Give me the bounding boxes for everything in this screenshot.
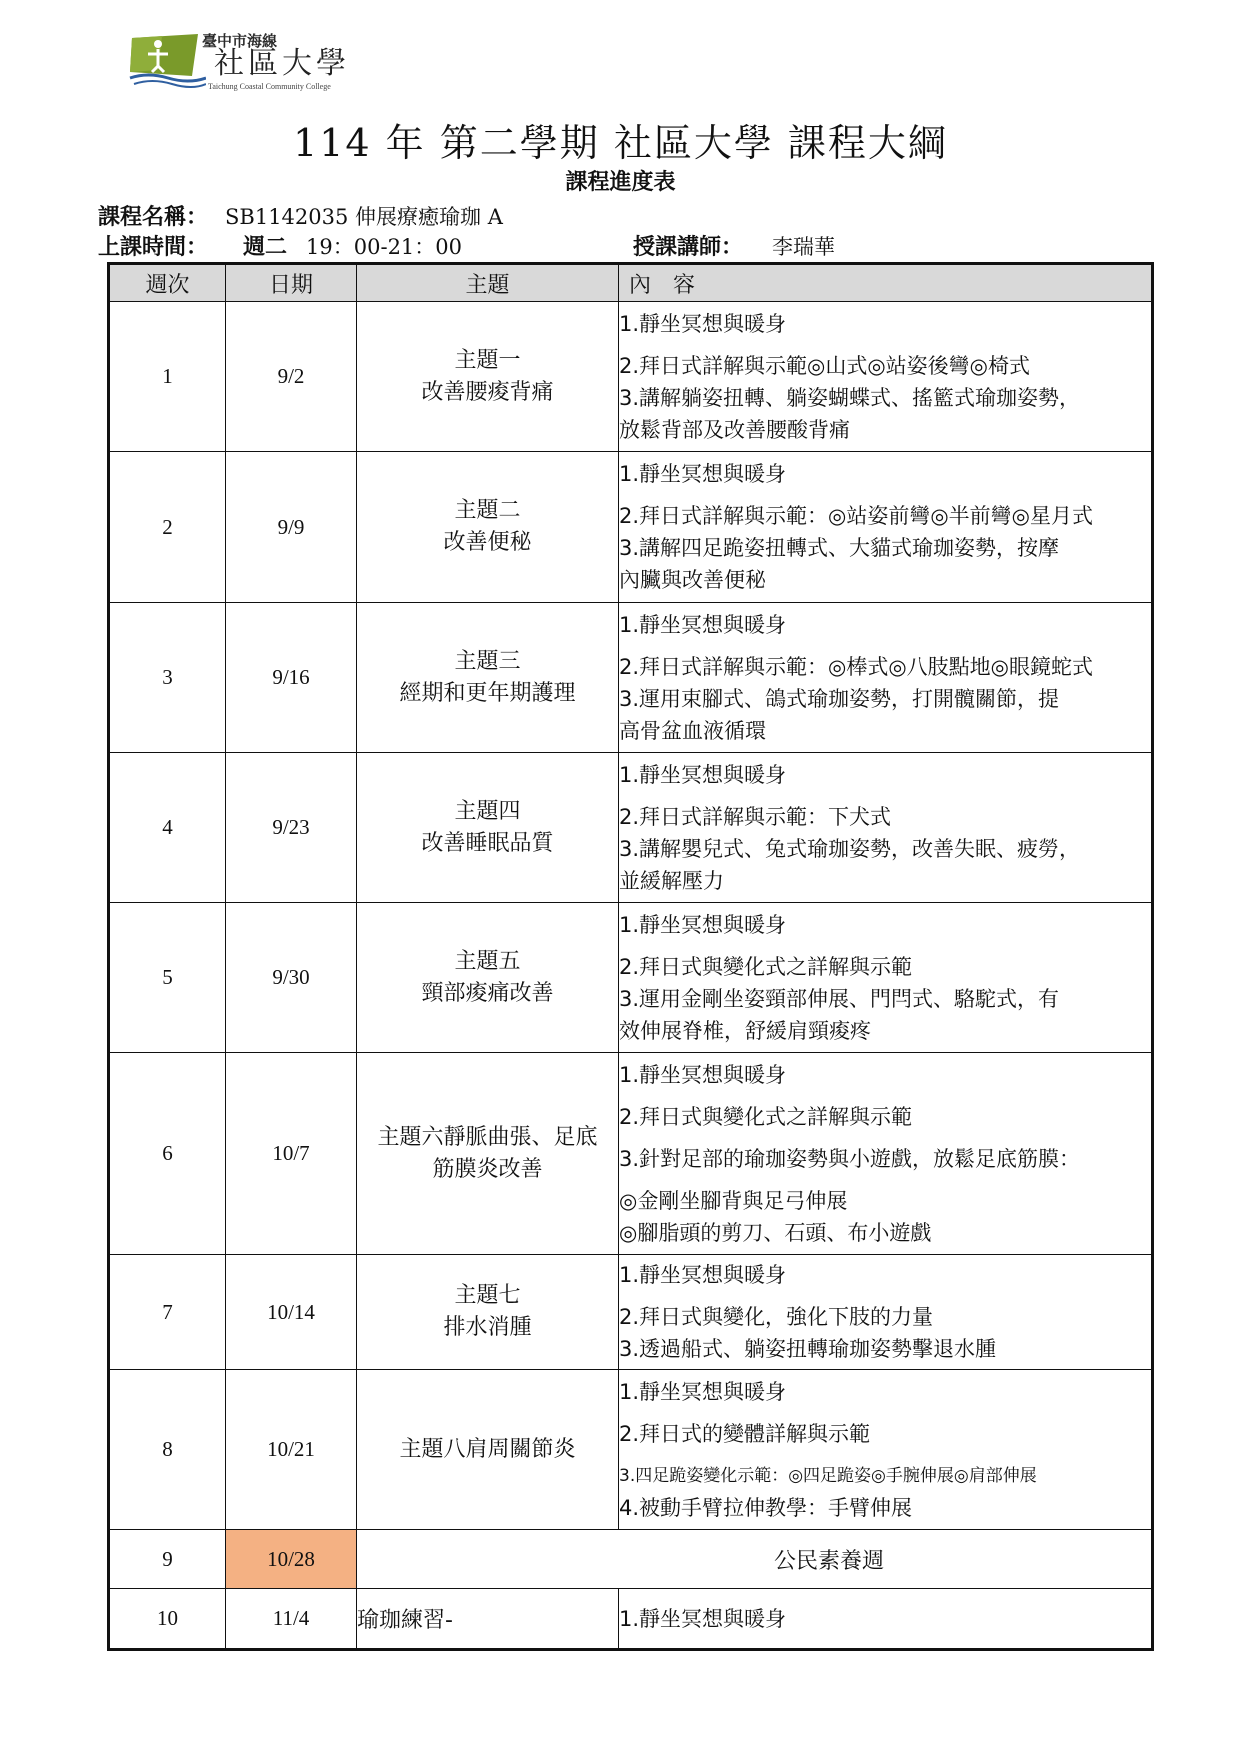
content-cell (619, 452, 1153, 603)
course-time-label: 上課時間： (98, 235, 209, 260)
logo-mark-icon (128, 32, 206, 88)
course-day-value: 週二 (243, 235, 288, 260)
content-line: 3.講解嬰兒式、兔式瑜珈姿勢，改善失眠、疲勞， (619, 836, 1081, 861)
content-line: 4.被動手臂拉伸教學：手臂伸展 (619, 1495, 913, 1520)
content-line: 3.四足跪姿變化示範：◎四足跪姿◎手腕伸展◎肩部伸展 (619, 1465, 1037, 1486)
table-row (109, 1589, 1153, 1650)
content-line: 1.靜坐冥想與暖身 (619, 912, 787, 937)
table-row (109, 452, 1153, 603)
topic-cell (357, 302, 619, 452)
topic-line: 主題一 (454, 347, 521, 373)
content-line: 1.靜坐冥想與暖身 (619, 612, 787, 637)
content-cell (619, 753, 1153, 903)
content-line: 2.拜日式與變化式之詳解與示範 (619, 1104, 913, 1129)
logo-name-text: 社區大學 (214, 46, 350, 81)
topic-line: 筋膜炎改善 (432, 1156, 543, 1182)
content-line: 2.拜日式詳解與示範：◎站姿前彎◎半前彎◎星月式 (619, 504, 1094, 528)
page-title: 114 年 第二學期 社區大學 課程大綱 (293, 121, 948, 165)
content-line: 2.拜日式詳解與示範：◎棒式◎八肢點地◎眼鏡蛇式 (619, 654, 1094, 679)
content-line: ◎金剛坐腳背與足弓伸展 (619, 1188, 848, 1213)
content-line: 3.針對足部的瑜珈姿勢與小遊戲，放鬆足底筋膜： (619, 1146, 1081, 1171)
table-header-row (109, 264, 1153, 302)
topic-line: 主題八肩周關節炎 (399, 1436, 576, 1462)
content-line: 3.運用金剛坐姿頸部伸展、門閂式、駱駝式，有 (619, 986, 1060, 1011)
logo-english-text: Taichung Coastal Community College (208, 82, 331, 91)
teacher-value: 李瑞華 (772, 235, 836, 259)
topic-cell (357, 1255, 619, 1370)
content-line: 放鬆背部及改善腰酸背痛 (619, 417, 850, 442)
course-name-label: 課程名稱： (98, 205, 209, 230)
teacher-line (633, 230, 835, 261)
content-line: 2.拜日式詳解與示範◎山式◎站姿後彎◎椅式 (619, 353, 1031, 378)
topic-line: 頸部痠痛改善 (421, 980, 554, 1006)
week-cell: 4 (109, 753, 226, 903)
header-topic: 主題 (357, 264, 619, 302)
content-line: 1.靜坐冥想與暖身 (619, 311, 787, 336)
civic-week-cell: 公民素養週 (357, 1530, 1153, 1589)
topic-line: 改善便秘 (443, 530, 532, 555)
page-subtitle: 課程進度表 (565, 170, 676, 195)
date-cell: 9/23 (226, 753, 357, 903)
date-cell: 9/2 (226, 302, 357, 452)
content-line: 內臟與改善便秘 (619, 568, 766, 592)
week-cell: 2 (109, 452, 226, 603)
week-cell: 9 (109, 1530, 226, 1589)
table-row (109, 903, 1153, 1053)
week-cell: 8 (109, 1370, 226, 1530)
week-cell: 6 (109, 1053, 226, 1255)
content-cell (619, 1370, 1153, 1530)
topic-cell (357, 1370, 619, 1530)
header-date: 日期 (226, 264, 357, 302)
content-cell (619, 1255, 1153, 1370)
week-cell: 5 (109, 903, 226, 1053)
content-line: ◎腳脂頭的剪刀、石頭、布小遊戲 (619, 1220, 932, 1245)
week-cell: 10 (109, 1589, 226, 1650)
course-time-value: 19：00-21：00 (306, 235, 463, 259)
content-line: 2.拜日式的變體詳解與示範 (619, 1421, 871, 1446)
content-line: 2.拜日式詳解與示範：下犬式 (619, 804, 892, 829)
date-cell-highlighted: 10/28 (226, 1530, 357, 1589)
content-line: 3.運用束腳式、鴿式瑜珈姿勢，打開髖關節，提 (619, 686, 1060, 711)
logo-top-text: 臺中市海線 (202, 32, 278, 50)
content-line: 3.講解四足跪姿扭轉式、大貓式瑜珈姿勢，按摩 (619, 536, 1060, 560)
table-row (109, 1530, 1153, 1589)
week-cell: 7 (109, 1255, 226, 1370)
topic-cell (357, 452, 619, 603)
topic-line: 主題六靜脈曲張、足底 (377, 1124, 598, 1150)
date-cell: 9/9 (226, 452, 357, 603)
week-cell: 1 (109, 302, 226, 452)
topic-cell: 瑜珈練習- (357, 1589, 619, 1650)
table-row (109, 1255, 1153, 1370)
table-row (109, 1370, 1153, 1530)
content-cell (619, 603, 1153, 753)
course-name-line (98, 200, 503, 231)
header-content: 內 容 (619, 264, 1153, 302)
date-cell: 10/21 (226, 1370, 357, 1530)
content-line: 3.透過船式、躺姿扭轉瑜珈姿勢擊退水腫 (619, 1337, 997, 1361)
content-cell (619, 903, 1153, 1053)
topic-cell (357, 903, 619, 1053)
week-cell: 3 (109, 603, 226, 753)
topic-line: 經期和更年期護理 (399, 680, 576, 706)
table-row (109, 603, 1153, 753)
date-cell: 9/30 (226, 903, 357, 1053)
topic-line: 主題五 (454, 948, 521, 974)
topic-cell (357, 603, 619, 753)
content-cell (619, 1053, 1153, 1255)
teacher-label: 授課講師： (633, 235, 744, 260)
header-week: 週次 (109, 264, 226, 302)
date-cell: 10/7 (226, 1053, 357, 1255)
course-name-value: SB1142035 伸展療癒瑜珈 A (225, 205, 503, 229)
topic-line: 改善腰痠背痛 (421, 379, 554, 405)
topic-line: 排水消腫 (443, 1315, 532, 1340)
date-cell: 10/14 (226, 1255, 357, 1370)
content-line: 效伸展脊椎，舒緩肩頸痠疼 (619, 1018, 871, 1043)
content-cell (619, 302, 1153, 452)
content-line: 1.靜坐冥想與暖身 (619, 1379, 787, 1404)
content-line: 高骨盆血液循環 (619, 718, 766, 743)
table-row (109, 302, 1153, 452)
content-line: 1.靜坐冥想與暖身 (619, 1606, 787, 1631)
table-row (109, 1053, 1153, 1255)
content-line: 1.靜坐冥想與暖身 (619, 762, 787, 787)
content-cell (619, 1589, 1153, 1650)
content-line: 2.拜日式與變化式之詳解與示範 (619, 954, 913, 979)
schedule-table (107, 262, 1154, 1651)
course-time-line (98, 230, 462, 261)
topic-line: 主題三 (454, 648, 521, 674)
content-line: 1.靜坐冥想與暖身 (619, 1263, 787, 1287)
content-line: 1.靜坐冥想與暖身 (619, 1062, 787, 1087)
topic-line: 改善睡眠品質 (421, 830, 554, 856)
content-line: 並緩解壓力 (619, 868, 724, 893)
date-cell: 9/16 (226, 603, 357, 753)
table-row (109, 753, 1153, 903)
topic-line: 主題二 (454, 498, 521, 523)
topic-cell (357, 1053, 619, 1255)
date-cell: 11/4 (226, 1589, 357, 1650)
content-line: 3.講解躺姿扭轉、躺姿蝴蝶式、搖籃式瑜珈姿勢， (619, 385, 1081, 410)
college-logo (128, 28, 368, 90)
topic-cell (357, 753, 619, 903)
content-line: 1.靜坐冥想與暖身 (619, 462, 787, 486)
topic-line: 主題七 (454, 1283, 521, 1308)
topic-line: 主題四 (454, 798, 521, 824)
content-line: 2.拜日式與變化，強化下肢的力量 (619, 1305, 934, 1329)
